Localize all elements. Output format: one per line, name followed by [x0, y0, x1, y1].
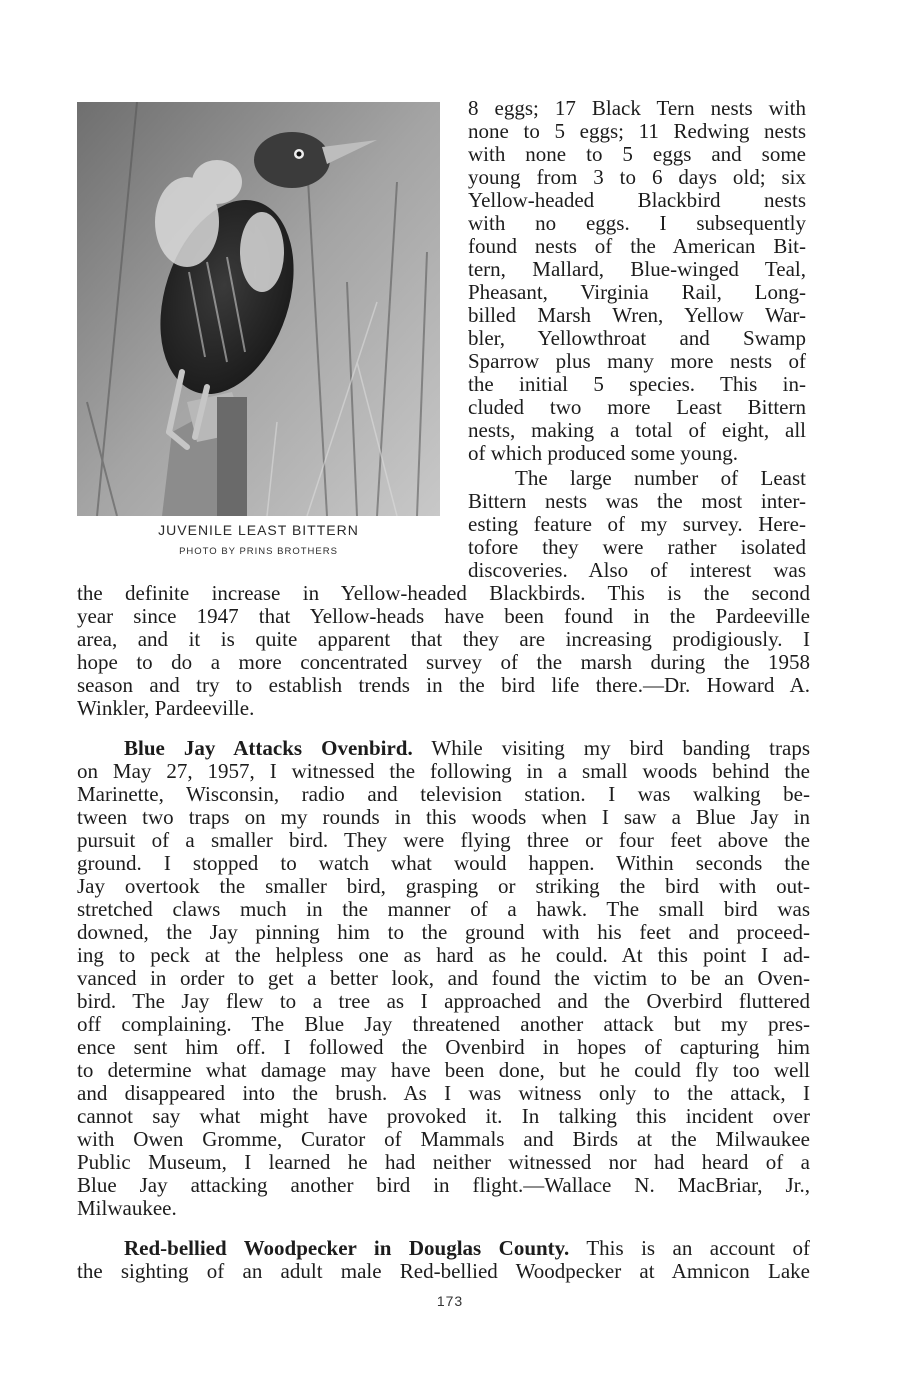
text-line: year since 1947 that Yellow-heads have been found in the Pardeeville: [77, 604, 810, 628]
text-line: hope to do a more concentrated survey of the marsh during the 1958: [77, 650, 810, 674]
text-line: Milwaukee.: [77, 1196, 177, 1220]
text-line: area, and it is quite apparent that they are increasing prodigiously. I: [77, 627, 810, 651]
text-line: young from 3 to 6 days old; six: [468, 165, 806, 189]
text-line: with no eggs. I subsequently: [468, 211, 806, 235]
text-line: tofore they were rather isolated: [468, 535, 806, 559]
text-line: Yellow-headed Blackbird nests: [468, 188, 806, 212]
section-heading: Red-bellied Woodpecker in Douglas County.: [124, 1236, 570, 1260]
text-line: season and try to establish trends in the bird life there.—Dr. Howard A.: [77, 673, 810, 697]
text-line: with none to 5 eggs and some: [468, 142, 806, 166]
text-line: Public Museum, I learned he had neither witnessed nor had heard of a: [77, 1150, 810, 1174]
text-line: the sighting of an adult male Red-bellied Woodpecker at Amnicon Lake: [77, 1259, 810, 1283]
text-line: to determine what damage may have been done, but he could fly too well: [77, 1058, 810, 1082]
bittern-photo: [77, 102, 440, 516]
text-span: While visiting my bird banding traps: [431, 736, 810, 760]
text-line: esting feature of my survey. Here-: [468, 512, 806, 536]
text-line: and disappeared into the brush. As I was witness only to the attack, I: [77, 1081, 810, 1105]
text-line: off complaining. The Blue Jay threatened another attack but my pres-: [77, 1012, 810, 1036]
text-line: cluded two more Least Bittern: [468, 395, 806, 419]
text-line: pursuit of a smaller bird. They were flying three or four feet above the: [77, 828, 810, 852]
text-line: of which produced some young.: [468, 441, 739, 465]
text-span: This is an account of: [586, 1236, 811, 1260]
text-line: with Owen Gromme, Curator of Mammals and Birds at the Milwaukee: [77, 1127, 810, 1151]
bittern-illustration: [77, 102, 440, 516]
text-line: tern, Mallard, Blue-winged Teal,: [468, 257, 806, 281]
text-line: the initial 5 species. This in-: [468, 372, 806, 396]
text-line: cannot say what might have provoked it. In talking this incident over: [77, 1104, 810, 1128]
text-line: on May 27, 1957, I witnessed the following in a small woods behind the: [77, 759, 810, 783]
section-first-line: [124, 737, 810, 760]
text-line: bler, Yellowthroat and Swamp: [468, 326, 806, 350]
text-line: Pheasant, Virginia Rail, Long-: [468, 280, 806, 304]
photo-credit: PHOTO BY PRINS BROTHERS: [179, 546, 338, 557]
text-line: The large number of Least: [515, 466, 806, 490]
page-number: 173: [436, 1293, 464, 1309]
text-line: vanced in order to get a better look, and found the victim to be an Oven-: [77, 966, 810, 990]
text-line: nests, making a total of eight, all: [468, 418, 806, 442]
section-first-line: [124, 1237, 810, 1260]
photo-caption: JUVENILE LEAST BITTERN: [158, 522, 359, 538]
text-line: bird. The Jay flew to a tree as I approached and the Overbird fluttered: [77, 989, 810, 1013]
text-line: downed, the Jay pinning him to the ground with his feet and proceed-: [77, 920, 810, 944]
text-line: 8 eggs; 17 Black Tern nests with: [468, 96, 806, 120]
text-line: none to 5 eggs; 11 Redwing nests: [468, 119, 806, 143]
text-line: Winkler, Pardeeville.: [77, 696, 255, 720]
text-line: Bittern nests was the most inter-: [468, 489, 806, 513]
text-line: stretched claws much in the manner of a hawk. The small bird was: [77, 897, 810, 921]
text-line: ing to peck at the helpless one as hard as he could. At this point I ad-: [77, 943, 810, 967]
text-line: ground. I stopped to watch what would happen. Within seconds the: [77, 851, 810, 875]
text-line: Jay overtook the smaller bird, grasping or striking the bird with out-: [77, 874, 810, 898]
text-line: tween two traps on my rounds in this woods when I saw a Blue Jay in: [77, 805, 810, 829]
text-line: ence sent him off. I followed the Ovenbird in hopes of capturing him: [77, 1035, 810, 1059]
section-heading: Blue Jay Attacks Ovenbird.: [124, 736, 413, 760]
text-line: Sparrow plus many more nests of: [468, 349, 806, 373]
text-line: discoveries. Also of interest was: [468, 558, 806, 582]
text-line: Blue Jay attacking another bird in flight.—Wallace N. MacBriar, Jr.,: [77, 1173, 810, 1197]
text-line: Marinette, Wisconsin, radio and television station. I was walking be-: [77, 782, 810, 806]
text-line: found nests of the American Bit-: [468, 234, 806, 258]
text-line: billed Marsh Wren, Yellow War-: [468, 303, 806, 327]
text-line: the definite increase in Yellow-headed Blackbirds. This is the second: [77, 581, 810, 605]
